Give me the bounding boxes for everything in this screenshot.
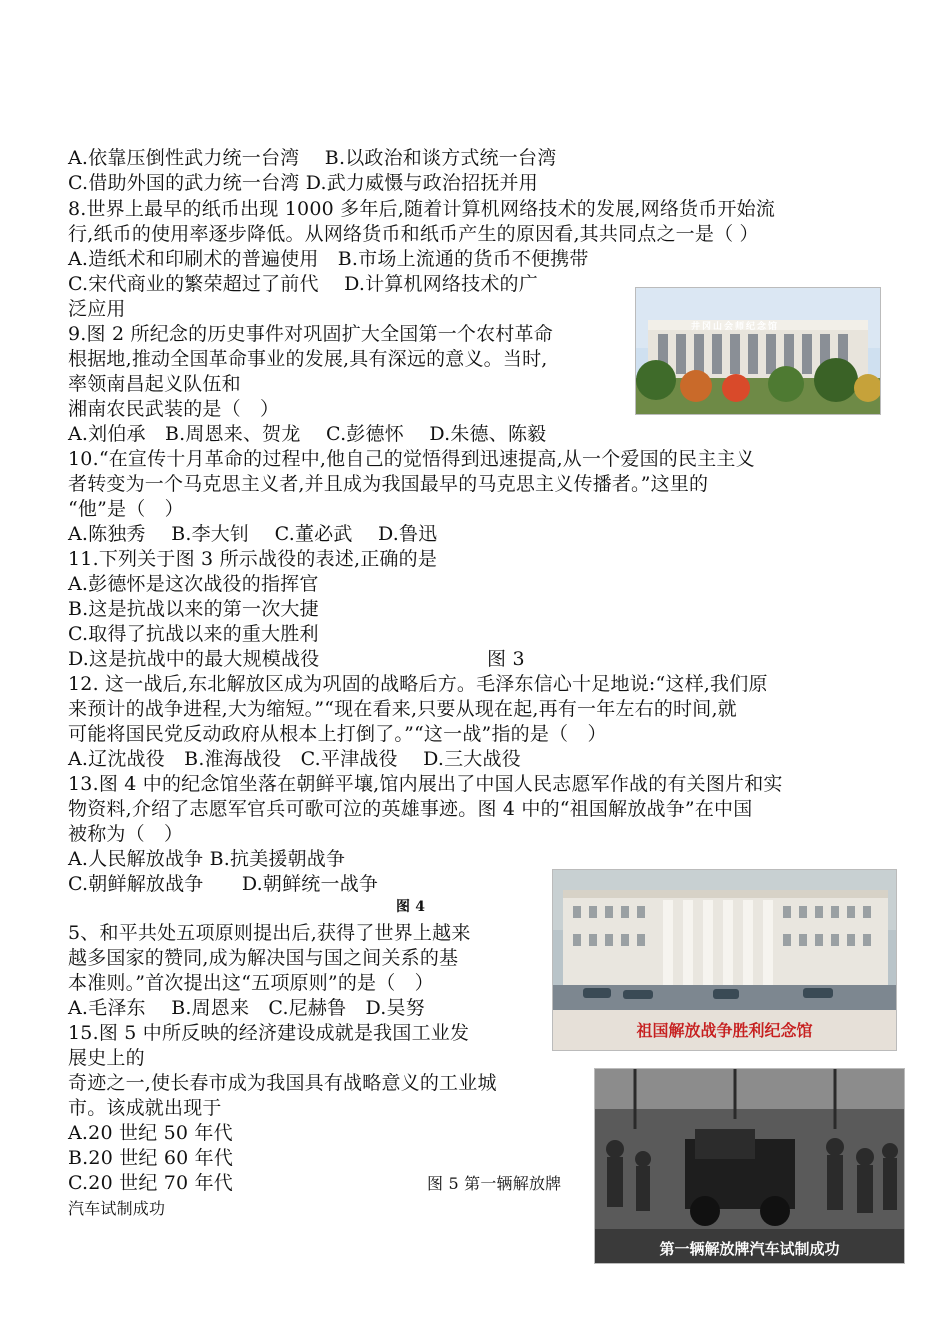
q15-option-c: C.20 世纪 70 年代 [68,1172,233,1194]
q11-stem: 11.下列关于图 3 所示战役的表述,正确的是 [68,548,438,570]
q15-option-a: A.20 世纪 50 年代 [68,1122,233,1144]
fig5-caption: 第一辆解放牌汽车试制成功 [659,1239,840,1258]
q13-stem-2: 物资料,介绍了志愿军官兵可歌可泣的英雄事迹。图 4 中的“祖国解放战争”在中国 [68,798,753,820]
q12-stem-2: 来预计的战争进程,大为缩短。”“现在看来,只要从现在起,再有一年左右的时间,就 [68,698,737,720]
q8-stem-2: 行,纸币的使用率逐步降低。从网络货币和纸币产生的原因看,其共同点之一是（ ） [68,223,759,245]
q15-stem-1: 15.图 5 中所反映的经济建设成就是我国工业发 [68,1022,470,1044]
fig4-photo [552,869,897,1051]
q10-stem-1: 10.“在宣传十月革命的过程中,他自己的觉悟得到迅速提高,从一个爱国的民主主义 [68,448,755,470]
q8-option-cd: C.宋代商业的繁荣超过了前代 D.计算机网络技术的广 [68,273,538,295]
q14-stem-1: 5、和平共处五项原则提出后,获得了世界上越来 [68,922,471,944]
q12-stem-1: 12. 这一战后,东北解放区成为巩固的战略后方。毛泽东信心十足地说:“这样,我们原 [68,673,768,695]
q9-stem-1: 9.图 2 所纪念的历史事件对巩固扩大全国第一个农村革命 [68,323,553,345]
fig5-label: 图 5 第一辆解放牌 [427,1174,562,1193]
q11-option-a: A.彭德怀是这次战役的指挥官 [68,573,319,595]
memorial-hall-illustration [636,288,880,414]
q13-stem-1: 13.图 4 中的纪念馆坐落在朝鲜平壤,馆内展出了中国人民志愿军作战的有关图片和实 [68,773,783,795]
fig5-photo [594,1068,905,1264]
q12-options: A.辽沈战役 B.淮海战役 C.平津战役 D.三大战役 [68,748,521,770]
fig2-photo [635,287,881,415]
fig4-label: 图 4 [396,899,426,915]
fig5-label-cont: 汽车试制成功 [68,1199,166,1218]
q10-stem-2: 者转变为一个马克思主义者,并且成为我国最早的马克思主义传播者。”这里的 [68,473,709,495]
q8-stem-1: 8.世界上最早的纸币出现 1000 多年后,随着计算机网络技术的发展,网络货币开始流 [68,198,776,220]
q8-option-ab: A.造纸术和印刷术的普遍使用 B.市场上流通的货币不便携带 [68,248,589,270]
q11-option-d: D.这是抗战中的最大规模战役 [68,648,320,670]
q9-options: A.刘伯承 B.周恩来、贺龙 C.彭德怀 D.朱德、陈毅 [68,423,547,445]
q15-stem-3: 奇迹之一,使长春市成为我国具有战略意义的工业城 [68,1072,497,1094]
q13-option-ab: A.人民解放战争 B.抗美援朝战争 [68,848,346,870]
q15-stem-2: 展史上的 [68,1047,145,1069]
q11-option-c: C.取得了抗战以来的重大胜利 [68,623,319,645]
q13-stem-3: 被称为（ ） [68,823,184,845]
fig2-sign-text: 井冈山会师纪念馆 [691,322,780,332]
q14-stem-3: 本准则。”首次提出这“五项原则”的是（ ） [68,972,434,994]
q14-options: A.毛泽东 B.周恩来 C.尼赫鲁 D.吴努 [68,997,425,1019]
q9-stem-2: 根据地,推动全国革命事业的发展,具有深远的意义。当时, [68,348,548,370]
q15-option-b: B.20 世纪 60 年代 [68,1147,234,1169]
q8-option-d-cont: 泛应用 [68,298,126,320]
q12-stem-3: 可能将国民党反动政府从根本上打倒了。”“这一战”指的是（ ） [68,723,607,745]
q7-option-ab: A.依靠压倒性武力统一台湾 B.以政治和谈方式统一台湾 [68,147,557,169]
q10-stem-3: “他”是（ ） [68,498,184,520]
q11-option-b: B.这是抗战以来的第一次大捷 [68,598,319,620]
fig4-caption: 祖国解放战争胜利纪念馆 [636,1020,813,1040]
q9-stem-4: 湘南农民武装的是（ ） [68,398,280,420]
q7-option-cd: C.借助外国的武力统一台湾 D.武力威慑与政治招抚并用 [68,172,538,194]
q10-options: A.陈独秀 B.李大钊 C.董必武 D.鲁迅 [68,523,438,545]
fig3-label: 图 3 [487,648,525,670]
q15-stem-4: 市。该成就出现于 [68,1097,222,1119]
q14-stem-2: 越多国家的赞同,成为解决国与国之间关系的基 [68,947,459,969]
q9-stem-3: 率领南昌起义队伍和 [68,373,241,395]
q13-option-cd: C.朝鲜解放战争 D.朝鲜统一战争 [68,873,379,895]
